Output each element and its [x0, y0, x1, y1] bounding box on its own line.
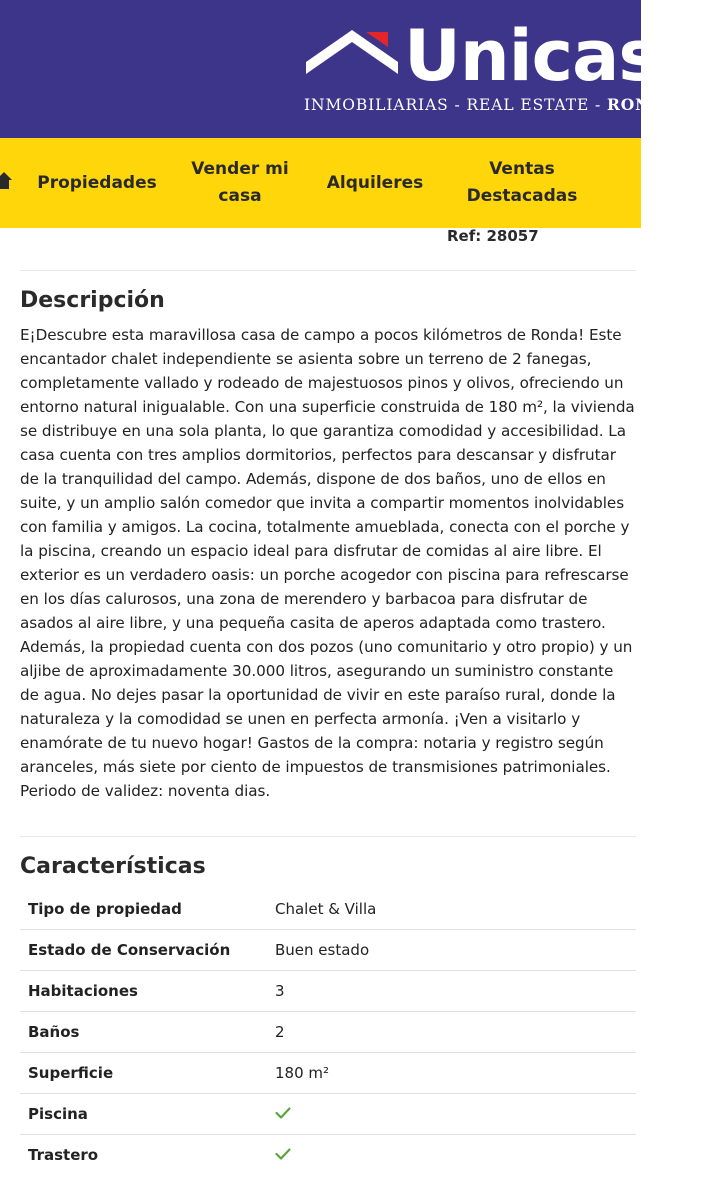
- feature-label: Habitaciones: [20, 971, 275, 1012]
- description-text: E¡Descubre esta maravillosa casa de campo a pocos kilómetros de Ronda! Este encantador chalet independiente se asienta sobre un terreno de 2 fanegas, completamente vallado y rodeado de majestuosos pinos y olivos, ofreciendo un entorno natural inigualable. Con una superficie construida de 180 m², la vivienda se distribuye en una sola planta, lo que garantiza comodidad y accesibilidad. La casa cuenta con tres amplios dormitorios, perfectos para descansar y disfrutar de la tranquilidad del campo. Además, dispone de dos baños, uno de ellos en suite, y un amplio salón comedor que invita a compartir momentos inolvidables con familia y amigos. La cocina, totalmente amueblada, conecta con el porche y la piscina, creando un espacio ideal para disfrutar de comidas al aire libre. El exterior es un verdadero oasis: un porche acogedor con piscina para refrescarse en los días calurosos, una zona de merendero y barbacoa para disfrutar de asados al aire libre, y una pequeña casita de aperos adaptada como trastero. Además, la propiedad cuenta con dos pozos (uno comunitario y otro propio) y un aljibe de aproximadamente 30.000 litros, asegurando un suministro constante de agua. No dejes pasar la oportunidad de vivir en este paraíso rural, donde la naturaleza y la comodidad se unen en perfecta armonía. ¡Ven a visitarlo y enamórate de tu nuevo hogar! Gastos de la compra: notaria y registro según aranceles, más siete por ciento de impuestos de transmisiones patrimoniales. Periodo de validez: noventa dias.: [20, 326, 635, 800]
- feature-label: Baños: [20, 1012, 275, 1053]
- feature-value: Buen estado: [275, 930, 636, 971]
- table-row: [20, 889, 636, 930]
- brand-logo[interactable]: Unicasa: [404, 15, 705, 97]
- main-nav: [0, 138, 641, 228]
- features-table: [20, 889, 636, 1175]
- feature-label: Superficie: [20, 1053, 275, 1094]
- feature-label: Estado de Conservación: [20, 930, 275, 971]
- table-row: [20, 1053, 636, 1094]
- feature-label: Trastero: [28, 1146, 99, 1164]
- feature-label: Piscina: [20, 1094, 275, 1135]
- nav-item-propiedades[interactable]: Propiedades: [37, 172, 157, 193]
- table-row: [20, 1012, 636, 1053]
- check-icon: [275, 1148, 291, 1160]
- table-row: [20, 971, 636, 1012]
- property-ref: Ref: 28057: [447, 227, 539, 245]
- brand-tagline: INMOBILIARIAS - REAL ESTATE - RONDA: [304, 95, 678, 114]
- feature-value: 2: [275, 1012, 636, 1053]
- divider: [20, 836, 636, 837]
- feature-value: 180 m²: [275, 1053, 636, 1094]
- table-row: [20, 930, 636, 971]
- description-heading: Descripción: [20, 288, 165, 313]
- check-icon: [275, 1107, 291, 1119]
- feature-value: 3: [275, 971, 636, 1012]
- nav-item-alquileres[interactable]: Alquileres: [326, 172, 424, 193]
- features-heading: Características: [20, 854, 206, 879]
- nav-item-ventas-destacadas[interactable]: Ventas Destacadas: [466, 159, 578, 206]
- table-row: [20, 1094, 636, 1135]
- feature-value: Chalet & Villa: [275, 889, 636, 930]
- site-header: [0, 0, 705, 138]
- home-icon[interactable]: [0, 172, 12, 190]
- nav-item-vender-mi-casa[interactable]: Vender mi casa: [191, 159, 289, 206]
- table-row: [20, 1135, 636, 1176]
- house-roof-icon: [306, 30, 398, 74]
- feature-label: Tipo de propiedad: [20, 889, 275, 930]
- divider: [20, 270, 636, 271]
